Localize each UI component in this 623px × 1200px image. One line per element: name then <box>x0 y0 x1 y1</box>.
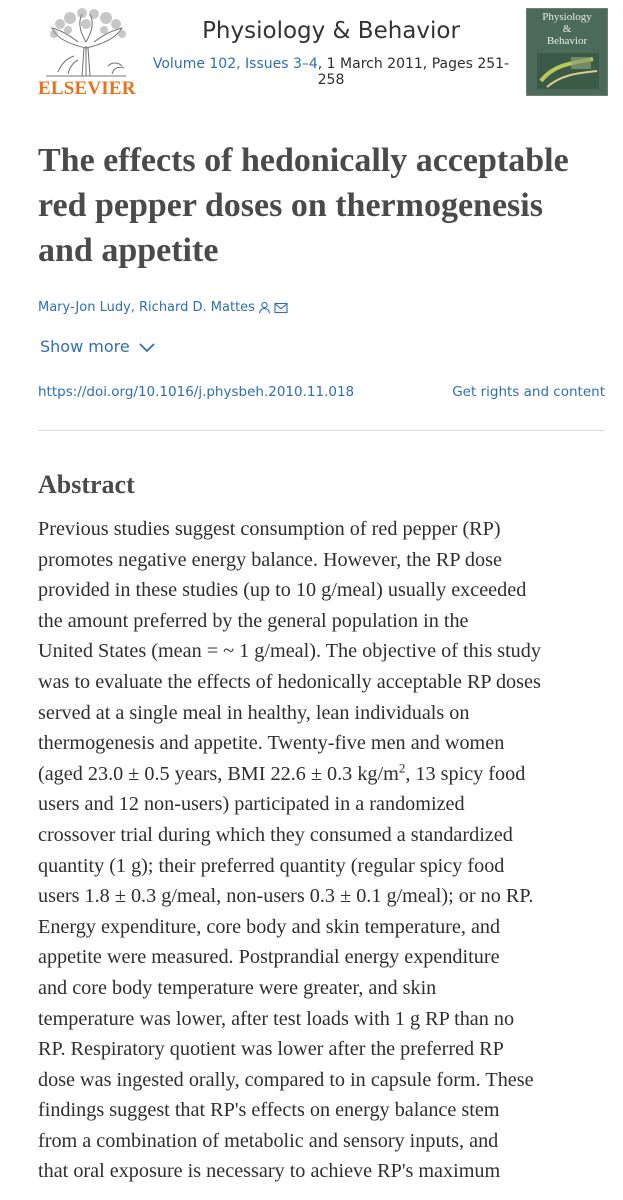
show-more-button[interactable] <box>40 337 156 356</box>
elsevier-tree-icon <box>38 8 134 78</box>
envelope-icon[interactable] <box>274 302 288 314</box>
elsevier-wordmark: ELSEVIER <box>38 78 136 99</box>
elsevier-logo[interactable] <box>38 8 134 100</box>
abstract-line: temperature was lower, after test loads with 1 g RP than no <box>38 1007 515 1030</box>
abstract-line: provided in these studies (up to 10 g/meal) usually exceeded <box>38 579 527 602</box>
abstract-line: quantity (1 g); their preferred quantity (regular spicy food <box>38 854 505 877</box>
abstract-line: crossover trial during which they consumed a standardized <box>38 823 513 846</box>
abstract-line: appetite were measured. Postprandial energy expenditure <box>38 946 500 969</box>
abstract-line: United States (mean = ~ 1 g/meal). The objective of this study <box>38 640 541 663</box>
abstract-line: the amount preferred by the general population in the <box>38 609 469 632</box>
abstract-line: users 1.8 ± 0.3 g/meal, non-users 0.3 ± 0.1 g/meal); or no RP. <box>38 885 534 908</box>
chevron-down-icon <box>138 341 156 353</box>
cover-title: Physiology & Behavior <box>542 11 592 47</box>
abstract-line: from a combination of metabolic and sensory inputs, and <box>38 1129 499 1152</box>
abstract-line: RP. Respiratory quotient was lower after the preferred RP <box>38 1038 504 1061</box>
author-list <box>38 300 288 315</box>
abstract-line-with-superscript: (aged 23.0 ± 0.5 years, BMI 22.6 ± 0.3 $kg/m^2$, 13 spicy food <box>38 760 526 785</box>
show-more-label: Show more <box>40 337 130 356</box>
person-icon[interactable] <box>258 301 271 314</box>
abstract-line: and core body temperature were greater, and skin <box>38 976 437 999</box>
abstract-line: Energy expenditure, core body and skin temperature, and <box>38 915 501 938</box>
abstract-line: that oral exposure is necessary to achieve RP's maximum <box>38 1160 501 1183</box>
issue-date-pages: , 1 March 2011, Pages 251-258 <box>317 56 510 88</box>
cover-art <box>527 9 608 96</box>
abstract-line: served at a single meal in healthy, lean individuals on <box>38 701 470 724</box>
journal-title[interactable]: Physiology & Behavior <box>202 18 460 44</box>
abstract-line: Previous studies suggest consumption of red pepper (RP) <box>38 518 501 540</box>
abstract-line: promotes negative energy balance. However, the RP dose <box>38 548 502 571</box>
journal-header <box>0 0 623 110</box>
divider <box>38 430 605 431</box>
author-names[interactable]: Mary-Jon Ludy, Richard D. Mattes <box>38 300 255 315</box>
abstract-line: thermogenesis and appetite. Twenty-five men and women <box>38 732 505 755</box>
issue-link[interactable]: Volume 102, Issues 3–4 <box>152 56 318 72</box>
abstract-line: was to evaluate the effects of hedonically acceptable RP doses <box>38 670 541 693</box>
abstract-line: findings suggest that RP's effects on energy balance stem <box>38 1099 500 1122</box>
abstract-line: users and 12 non-users) participated in a randomized <box>38 793 465 816</box>
doi-link[interactable]: https://doi.org/10.1016/j.physbeh.2010.11.018 <box>38 384 355 400</box>
journal-cover-thumbnail[interactable] <box>526 8 608 96</box>
rights-link[interactable]: Get rights and content <box>452 384 605 400</box>
journal-issue-info <box>146 56 516 88</box>
abstract-line: dose was ingested orally, compared to in capsule form. These <box>38 1068 534 1091</box>
abstract-heading: Abstract <box>38 470 135 499</box>
article-title: The effects of hedonically acceptable red pepper doses on thermogenesis and appetite <box>38 142 569 269</box>
abstract-text <box>38 514 608 1200</box>
